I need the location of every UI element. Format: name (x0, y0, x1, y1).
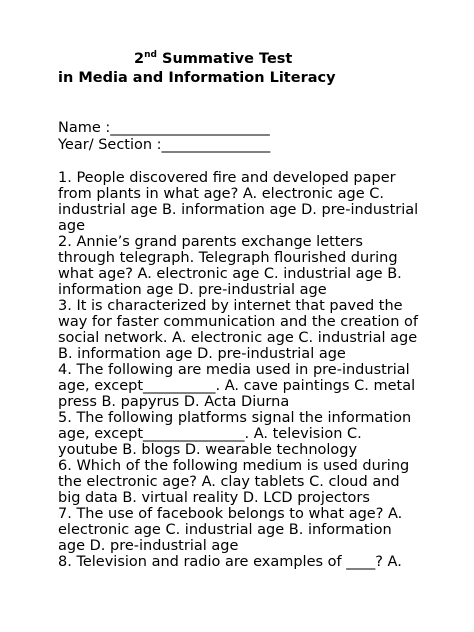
question-5: 5. The following platforms signal the information age, except______________. A. television C. youtube B. blogs D. wearable technology (58, 410, 412, 458)
question-4: 4. The following are media used in pre-industrial age, except__________. A. cave paintings C. metal press B. papyrus D. Acta Diurna (58, 362, 416, 410)
title-ordinal-number: 2 (134, 51, 145, 67)
document-title (58, 50, 358, 88)
question-3: 3. It is characterized by internet that paved the way for faster communication and the creation of social network. A. electronic age C. industrial age B. information age D. pre-industrial age (58, 298, 419, 362)
title-line-1-text: Summative Test (156, 51, 293, 67)
year-section-field: Year/ Section :_______________ (58, 137, 271, 153)
question-8: 8. Television and radio are examples of ____? A. (58, 554, 402, 570)
title-ordinal-suffix: nd (144, 50, 157, 61)
question-list (58, 170, 420, 570)
title-line-2: in Media and Information Literacy (58, 70, 336, 86)
question-6: 6. Which of the following medium is used during the electronic age? A. clay tablets C. cloud and big data B. virtual reality D. LCD projectors (58, 458, 410, 506)
student-info-fields (58, 120, 270, 154)
question-7: 7. The use of facebook belongs to what age? A. electronic age C. industrial age B. information age D. pre-industrial age (58, 506, 403, 554)
title-line-1 (58, 50, 358, 69)
question-2: 2. Annie’s grand parents exchange letters through telegraph. Telegraph flourished during what age? A. electronic age C. industrial age B. information age D. pre-industrial age (58, 234, 402, 298)
name-field: Name :______________________ (58, 120, 270, 136)
question-1: 1. People discovered fire and developed paper from plants in what age? A. electronic age C. industrial age B. information age D. pre-industrial age (58, 170, 419, 234)
